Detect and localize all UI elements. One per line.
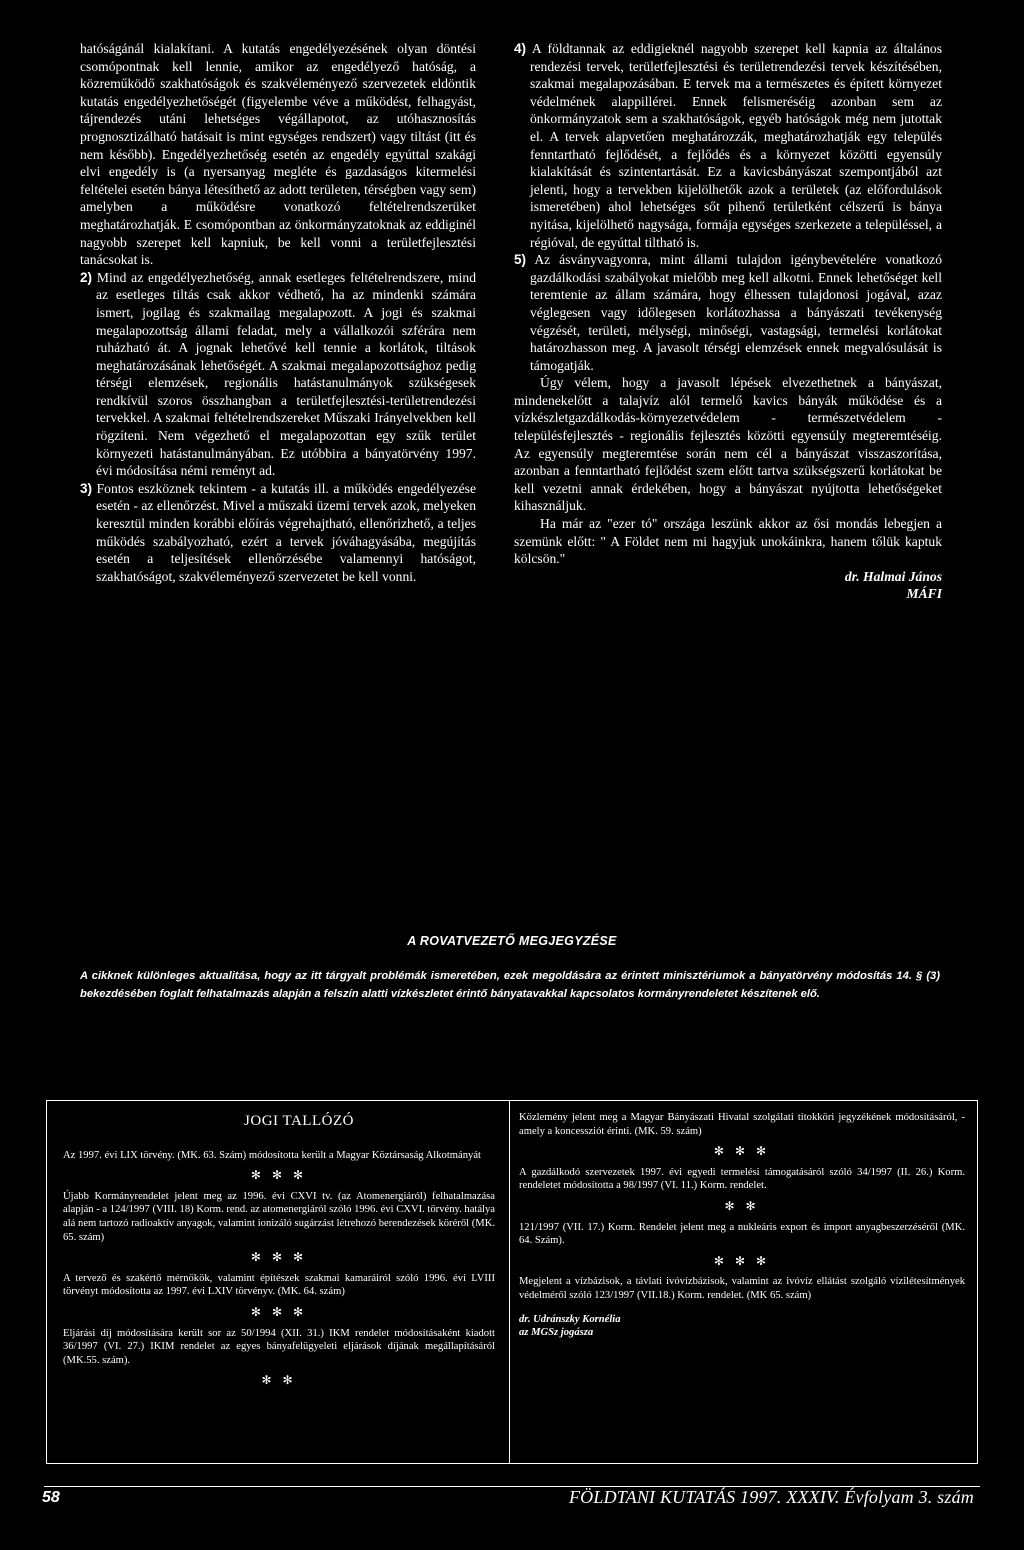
separator-asterisks: ✻ ✻ ✻ [250,1250,308,1265]
legal-item: 121/1997 (VII. 17.) Korm. Rendelet jelent meg a nukleáris export és import anyagbeszerzéséről (MK. 64. Szám). [519,1221,965,1247]
separator-asterisks: ✻ ✻ ✻ [713,1253,771,1268]
article-paragraph: hatóságánál kialakítani. A kutatás engedélyezésének olyan döntési csomópontnak kell lennie, amikor az engedélyező hatóság, a közreműködő szakhatóságok és szakvéleményező szervezetek eldöntik kutatás engedélyezhetőségét (figyelembe véve a működést, felhagyást, tájrendezés utáni lehetséges végállapotot, az utóhasznosítás prognosztizálható hatásait is mint egységes rendszert) vagy tiltást (itt és nem később). Engedélyezhetőség esetén az engedély egyúttal szakági elvi engedély is (a nyersanyag megléte és gazdaságos kitermelési feltételei esetén bánya létesíthető az adott területen, térségben vagy sem) amelyben a működésre vonatkozó feltételrendszerüket meghatározhatják. E csomópontban az önkormányzatoknak az eddiginél nagyobb szerepet kell kapniuk, be kell vonni a területfejlesztési tanácsokat is. [80,41,476,268]
legal-item: Az 1997. évi LIX törvény. (MK. 63. Szám) módosította került a Magyar Köztársaság Alkotmányát [63,1149,481,1161]
separator-asterisks: ✻ ✻ ✻ [713,1144,771,1159]
legal-item: Közlemény jelent meg a Magyar Bányászati Hivatal szolgálati titokköri jegyzékének módosításáról, - amely a koncessziót érinti. (MK. 59. szám) [519,1112,965,1137]
editor-note-text: A cikknek különleges aktualitása, hogy az itt tárgyalt problémák ismeretében, ezek megoldására az érintett minisztériumok a bányatörvény módosítás 14. § (3) bekezdésében foglalt felhatalmazás alapján a felszín alatti vízkészletet érintő bányatavakkal kapcsolatos kormányrendeletet készítenek elő. [80,970,940,1000]
legal-digest-box [46,1100,978,1464]
article-left-column [80,40,476,585]
legal-digest-title: JOGI TALLÓZÓ [244,1113,354,1129]
separator-asterisks: ✻ ✻ ✻ [250,1304,308,1319]
legal-item: Eljárási díj módosítására került sor az 50/1994 (XII. 31.) IKM rendelet módosításaként kiadott 36/1997 (VI. 27.) IKIM rendelet az egyes bányafelügyeleti eljárások díjának megállapításáról (MK.55. szám). [63,1327,495,1366]
point-text: Az ásványvagyonra, mint állami tulajdon igénybevételére vonatkozó gazdálkodási szabályokat mielőbb meg kell alkotni. Ennek lehetőséget kell teremtenie az állam számára, hogy élhessen tulajdonosi jogával, azaz véglegesen vagy időlegesen korlátozhassa a bányászati tevékenység végzését, területi, mélységi, minőségi, vastagsági, termelési korlátokat határozhasson meg. A javasolt térségi elemzések ennek megvalósulását is támogatják. [530,252,942,373]
editor-note-title: A ROVATVEZETŐ MEGJEGYZÉSE [407,934,617,948]
point-text: Mind az engedélyezhetőség, annak esetleges feltételrendszere, mind az esetleges tiltás csak akkor védhető, ha az mindenki számára ismert, jogilag és szakmailag megalapozott. A jogi és szakmai megalapozottság állami feladat, mely a vállalkozói szférára nem ruházható át. A jognak lehetővé kell tennie a korlátok, tiltások meghatározásának lehetőségét. A szakmai megalapozottsághoz pedig térségi elemzések, regionális hatástanulmányok szükségesek rendkívül szoros összhangban a területfejlesztési-területrendezési tervekkel. A szakmai feltételrendszereket Műszaki Irányelvekben kell rögzíteni. Nem végezhető el megalapozottan egy szűk terület környezeti hatástanulmányában. Ez utóbbira a bányatörvény 1997. évi módosítása némi reményt ad. [96,269,476,479]
author-name: dr. Halmai János [844,568,942,584]
legal-item: Újabb Kormányrendelet jelent meg az 1996. évi CXVI tv. (az Atomenergiáról) felhatalmazása alapján - a 124/1997 (VIII. 18) Korm. rend. az atomenergiáról szóló 1996. évi CXVI. törvény. hatálya alá nem tartozó radioaktív anyagok, valamint ionizáló sugárzást létrehozó berendezések köréről (MK. 65. szám) [63,1190,495,1243]
article-right-column [514,40,942,603]
point-number: 3) [80,480,93,496]
separator-asterisks: ✻ ✻ [261,1373,297,1388]
journal-title: FÖLDTANI KUTATÁS 1997. XXXIV. Évfolyam 3. szám [568,1487,974,1507]
legal-item: A tervező és szakértő mérnökök, valamint építészek szakmai kamaráiról szóló 1996. évi LVIII törvényt módosította az 1997. évi LXIV törvényv. (MK. 64. szám) [63,1272,495,1298]
point-number: 4) [514,41,527,56]
numbered-point-3 [80,480,476,586]
numbered-point-5 [514,251,942,374]
separator-asterisks: ✻ ✻ ✻ [250,1168,308,1183]
numbered-point-2 [80,269,476,480]
point-number: 5) [514,252,527,268]
author-affiliation: MÁFI [906,586,942,602]
point-text: Fontos eszköznek tekintem - a kutatás ill. a működés engedélyezése esetén - az ellenőrzést. Mivel a műszaki üzemi tervek azok, melyeken keresztül minden korábbi előírás végrehajtható, ellenőrizhető, a teljes működés szabályozható, ezért a tervek jóváhagyásába, megújítás esetén a teljesítések ellenőrzésébe valamennyi hatóságot, szakhatóságot, szakvéleményező szervezetet be kell vonni. [96,480,476,584]
legal-item: A gazdálkodó szervezetek 1997. évi egyedi termelési támogatásáról szóló 34/1997 (II. 26.) Korm. rendeletet módosította a 98/1997 (VI. 11.) Korm. rendelet. [519,1166,965,1192]
legal-item: Megjelent a vízbázisok, a távlati ivóvízbázisok, valamint az ivóvíz ellátást szolgáló vízilétesítmények védelméről szóló 123/1997 (VII.18.) Korm. rendelet. (MK 65. szám) [519,1276,965,1301]
separator-asterisks: ✻ ✻ [724,1198,760,1213]
numbered-point-4 [514,40,942,251]
point-text: A földtannak az eddigieknél nagyobb szerepet kell kapnia az általános rendezési tervek, területfejlesztési és területrendezési tervek készítésében, szakmai megalapozásában. E tervek ma a természetes és épített környezet védelmének alappillérei. Ennek felismeréséig azonban sem az önkormányzatok sem a szakhatóságok, egyéb hatóságok még nem jutottak el. A tervek alapvetően meghatározzák, meghatározhatják egy település fenntartható fejlődését, a fejlődés és a környezet közötti egyensúly kialakítását és szintentartását. Ez a kavicsbányászat szempontjából azt jelenti, hogy a tervekben kijelölhetők azok a területek (az előfordulások ismeretében) ahol lehetséges sőt pihenő területként célszerű is bánya nyitása, kijelölhető nagysága, formája egységes szerkezete a településsel, a régióval, de egyúttal tiltható is. [530,41,942,250]
digest-author-name: dr. Udránszky Kornélia [519,1313,621,1325]
legal-digest-right [519,1111,965,1340]
conclusion-paragraph: Úgy vélem, hogy a javasolt lépések elvezethetnek a bányászat, mindenekelőtt a talajvíz alól termelő kavics bányák működése és a vízkészletgazdálkodás-környezetvédelem - természetvédelem - településfejlesztés - regionális fejlesztés közötti egyensúly megteremtéséig. Az egyensúly megteremtése során nem cél a bányászat visszaszorítása, azonban a fenntartható fejlődést szem előtt tartva szükségszerű korlátokat be kell vezetni annak érdekében, hogy a bányászat nyújtotta lehetőségeket kihasználjuk. [514,375,942,514]
box-divider [509,1101,510,1463]
point-number: 2) [80,269,93,285]
legal-digest-left [63,1111,495,1395]
page-number: 58 [42,1489,60,1506]
digest-author-title: az MGSz jogásza [519,1327,594,1339]
closing-quote-paragraph: Ha már az "ezer tó" országa leszünk akkor az ősi mondás lebegjen a szemünk előtt: " A Földet nem mi hagyjuk unokáinkra, hanem tőlük kaptuk kölcsön." [514,516,942,567]
